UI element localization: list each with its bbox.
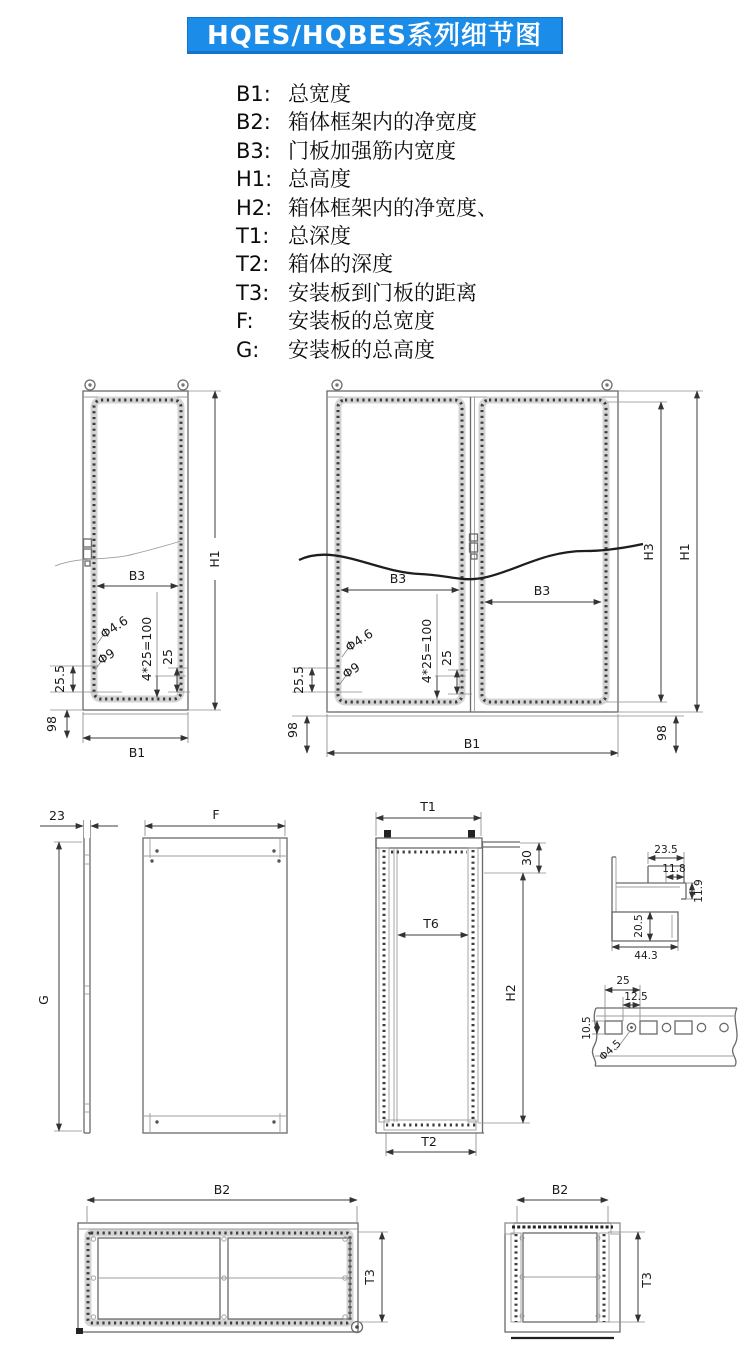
dim-label-23: 23: [49, 808, 65, 823]
dim-label-b2: B2: [551, 1182, 569, 1197]
dim-label-pitch: 4*25=100: [419, 618, 434, 684]
legend-desc: 总深度: [288, 223, 351, 248]
legend-desc: 门板加强筋内宽度: [288, 138, 456, 163]
legend-code: B1:: [236, 82, 271, 106]
dim-label-t1: T1: [420, 799, 436, 814]
technical-drawing: [0, 370, 750, 1370]
dim-label-phi9: Φ9: [94, 645, 118, 668]
legend-desc: 总宽度: [288, 82, 351, 106]
dim-label-235: 23.5: [654, 844, 678, 856]
dim-label-phi9: Φ9: [339, 659, 363, 682]
dim-label-phi46: Φ4.6: [97, 612, 131, 642]
legend-code: F:: [236, 309, 254, 334]
dim-label-t3: T3: [362, 1269, 377, 1285]
legend-code: B3:: [236, 138, 271, 163]
mounting-rail-hole-detail: [581, 975, 737, 1066]
legend-desc: 箱体的深度: [288, 252, 393, 277]
dim-label-h2: H2: [503, 984, 518, 1002]
legend-item: [236, 336, 498, 364]
dim-label-b3: B3: [128, 568, 146, 583]
dim-label-t6: T6: [423, 916, 439, 931]
legend-desc: 安装板到门板的距离: [288, 280, 477, 305]
dim-label-119: 11.9: [693, 879, 705, 903]
front-view-double-door: [285, 380, 703, 757]
dim-label-98-left: 98: [285, 722, 300, 738]
dim-label-pitch: 4*25=100: [139, 616, 154, 682]
dim-label-25: 25: [439, 650, 454, 666]
legend-desc: 总高度: [288, 167, 351, 192]
legend-code: H2:: [236, 195, 273, 220]
top-view-double-door: [76, 1182, 388, 1334]
legend-item: [236, 250, 498, 278]
bracket-profile-detail: [612, 844, 705, 962]
legend-code: B2:: [236, 110, 271, 135]
dim-label-443: 44.3: [634, 950, 658, 962]
front-view-single-door: [44, 380, 222, 760]
legend-code: G:: [236, 337, 260, 362]
dim-label-g: G: [36, 995, 51, 1005]
dim-label-25: 25: [616, 975, 630, 987]
dim-label-t2: T2: [421, 1134, 437, 1149]
side-view-mounting-plate: [36, 808, 118, 1133]
legend-code: T1:: [236, 223, 270, 248]
legend-code: T3:: [236, 280, 270, 305]
dim-label-b3-left: B3: [389, 571, 407, 586]
legend-code: H1:: [236, 167, 273, 192]
dim-label-h1: H1: [677, 543, 692, 561]
dim-label-h1: H1: [207, 550, 222, 568]
dim-label-h3: H3: [641, 543, 656, 561]
page-title: HQES/HQBES系列细节图: [187, 17, 563, 54]
dim-label-30: 30: [519, 850, 534, 866]
legend: [236, 80, 498, 364]
dim-label-phi45: Φ4.5: [596, 1037, 624, 1064]
dim-label-255: 25.5: [291, 666, 306, 694]
legend-desc: 安装板的总高度: [288, 337, 435, 362]
legend-item: [236, 194, 498, 222]
legend-desc: 箱体框架内的净宽度、: [288, 195, 498, 220]
dim-label-105: 10.5: [581, 1016, 593, 1040]
top-view-single-door: [505, 1182, 654, 1338]
dim-label-b1: B1: [128, 745, 146, 760]
legend-code: T2:: [236, 252, 270, 277]
legend-desc: 安装板的总宽度: [288, 309, 435, 334]
dim-label-phi46: Φ4.6: [342, 625, 376, 655]
dim-label-b2: B2: [213, 1182, 231, 1197]
dim-label-t3: T3: [639, 1272, 654, 1288]
dim-label-125: 12.5: [624, 991, 648, 1003]
dim-label-f: F: [212, 807, 220, 822]
dim-label-98-right: 98: [654, 725, 669, 741]
dim-label-b1: B1: [463, 736, 481, 751]
dim-label-25: 25: [160, 649, 175, 665]
legend-item: [236, 137, 498, 165]
legend-item: [236, 108, 498, 136]
legend-item: [236, 279, 498, 307]
dim-label-118: 11.8: [662, 863, 686, 875]
dim-label-98: 98: [44, 716, 59, 732]
legend-item: [236, 80, 498, 108]
legend-item: [236, 222, 498, 250]
dim-label-b3-right: B3: [533, 583, 551, 598]
legend-item: [236, 165, 498, 193]
front-view-mounting-plate: [143, 807, 287, 1133]
dim-label-205: 20.5: [633, 914, 645, 938]
legend-desc: 箱体框架内的净宽度: [288, 110, 477, 135]
legend-item: [236, 307, 498, 335]
dim-label-255: 25.5: [52, 665, 67, 693]
side-view-cabinet: [376, 799, 546, 1156]
